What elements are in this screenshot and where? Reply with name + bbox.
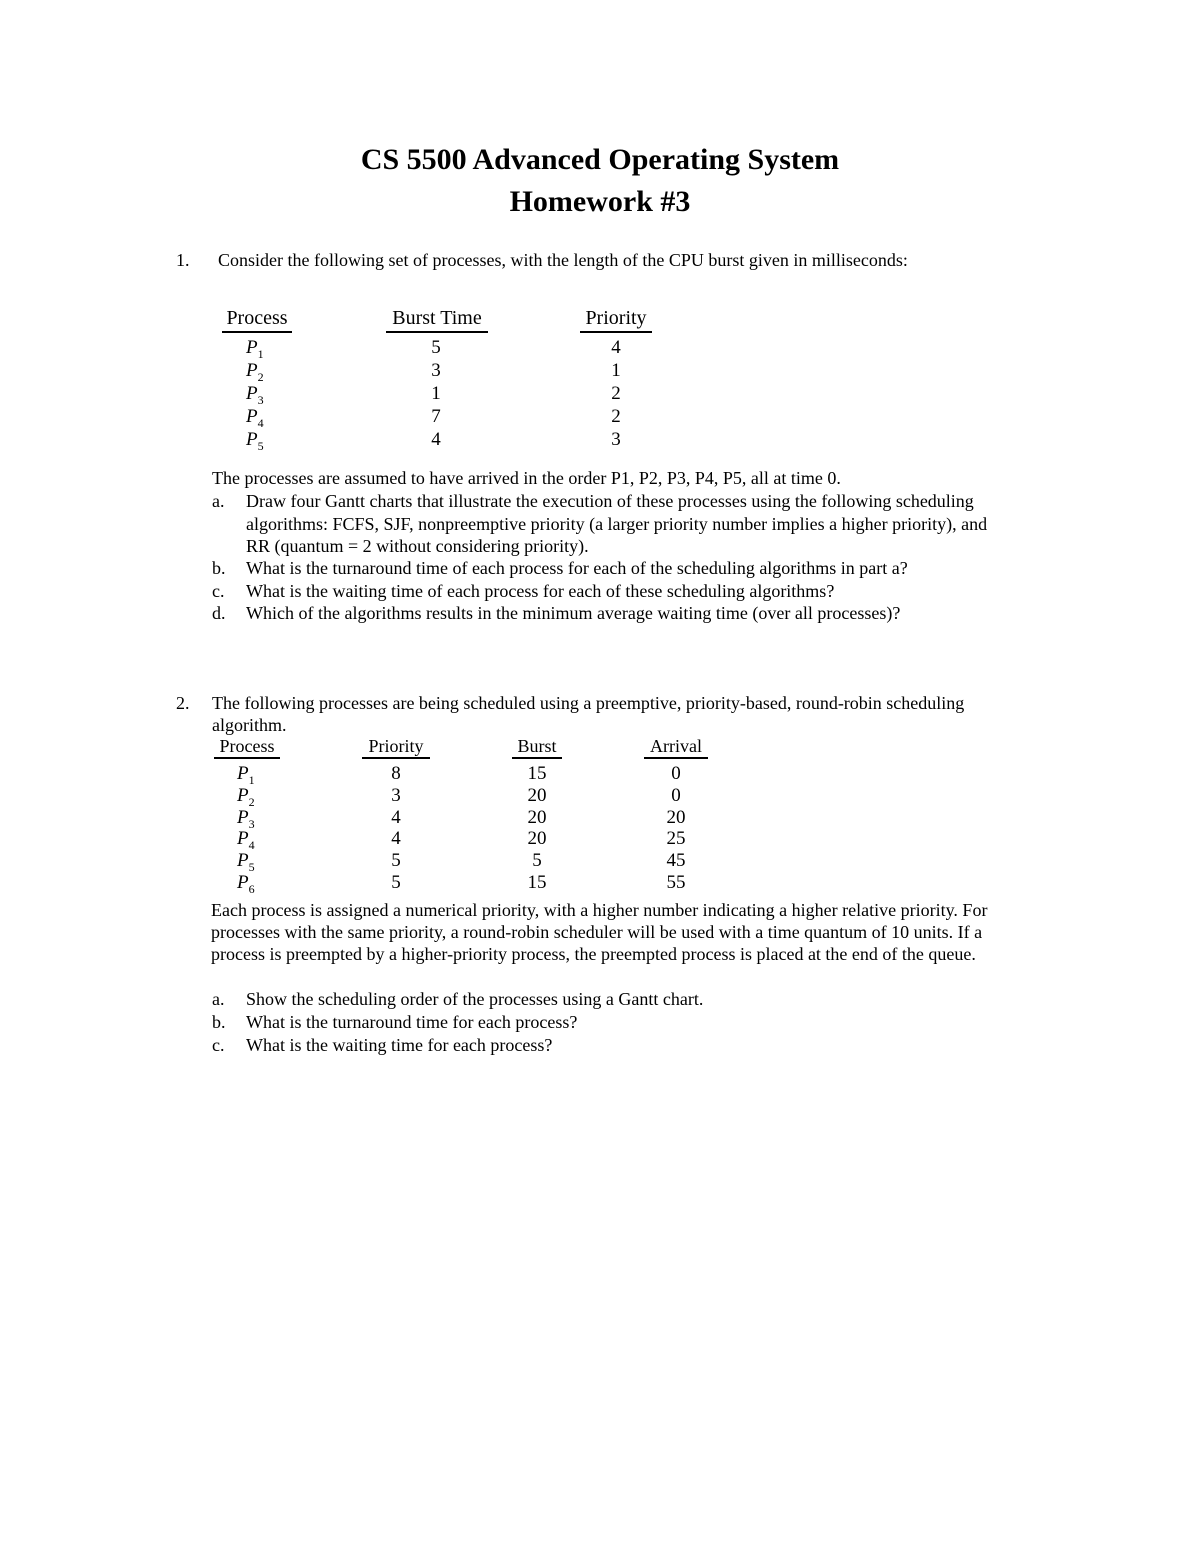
q2-row-priority: 5 (391, 872, 401, 893)
part-text-line: What is the turnaround time of each process for each of the scheduling algorithms in part a? (246, 558, 908, 578)
q1-header-priority: Priority (580, 306, 652, 333)
q2-row-burst: 15 (527, 763, 547, 784)
q2-row-arrival: 0 (671, 763, 681, 784)
q2-row-arrival: 45 (666, 850, 686, 871)
q1-row-priority: 3 (611, 429, 621, 450)
page-title: CS 5500 Advanced Operating System (360, 143, 840, 176)
q1-row-priority: 2 (611, 406, 621, 427)
q2-row-priority: 8 (391, 763, 401, 784)
part-text-line: Which of the algorithms results in the minimum average waiting time (over all processes)? (246, 603, 901, 623)
question-1-number: 1. (176, 250, 190, 270)
q1-row-priority: 1 (611, 360, 621, 381)
q2-row-burst: 20 (527, 828, 547, 849)
q2-header-burst: Burst (512, 736, 562, 759)
q2-row-burst: 20 (527, 785, 547, 806)
part-label: b. (212, 558, 226, 578)
q2-row-priority: 5 (391, 850, 401, 871)
part-text-line: algorithms: FCFS, SJF, nonpreemptive priority (a larger priority number implies a higher priority), and (246, 513, 988, 534)
q2-row-burst: 20 (527, 807, 547, 828)
part-text-line: What is the turnaround time for each process? (246, 1012, 578, 1032)
q2-row-arrival: 20 (666, 807, 686, 828)
q2-row-process: $P_1$ (237, 763, 255, 787)
question-2-number: 2. (176, 693, 190, 713)
q2-header-arrival: Arrival (644, 736, 708, 759)
part-text-line: Draw four Gantt charts that illustrate the execution of these processes using the following scheduling (246, 491, 974, 511)
part-text-line: What is the waiting time of each process for each of these scheduling algorithms? (246, 581, 835, 601)
q1-row-priority: 2 (611, 383, 621, 404)
q1-row-process: $P_1$ (246, 337, 264, 361)
part-label: b. (212, 1012, 226, 1032)
question-2-intro-line: algorithm. (212, 715, 287, 735)
q2-row-process: $P_6$ (237, 872, 255, 896)
q1-header-process: Process (222, 306, 292, 333)
part-label: a. (212, 989, 225, 1009)
question-2-intro-line: The following processes are being scheduled using a preemptive, priority-based, round-robin scheduling (212, 693, 965, 713)
q1-row-priority: 4 (611, 337, 621, 358)
part-label: a. (212, 491, 225, 511)
q1-row-process: $P_3$ (246, 383, 264, 407)
q2-row-arrival: 0 (671, 785, 681, 806)
q2-row-burst: 5 (532, 850, 542, 871)
q1-part-a (212, 490, 1092, 558)
q1-row-burst: 5 (431, 337, 441, 358)
q1-header-burst: Burst Time (386, 306, 488, 333)
q2-part-b (212, 1011, 1092, 1034)
page-subtitle: Homework #3 (509, 185, 691, 218)
q2-description-line: processes with the same priority, a round-robin scheduler will be used with a time quantum of 10 units. If a (211, 922, 983, 942)
part-label: c. (212, 581, 225, 601)
q1-part-b (212, 557, 1092, 580)
q2-row-process: $P_2$ (237, 785, 255, 809)
part-label: c. (212, 1035, 225, 1055)
q2-description-line: process is preempted by a higher-priority process, the preempted process is placed at the end of the queue. (211, 944, 976, 964)
q1-row-burst: 4 (431, 429, 441, 450)
q2-part-a (212, 988, 1092, 1011)
q2-row-priority: 4 (391, 807, 401, 828)
q1-row-process: $P_5$ (246, 429, 264, 453)
question-1-intro: Consider the following set of processes, with the length of the CPU burst given in milliseconds: (218, 250, 908, 270)
q1-row-process: $P_4$ (246, 406, 264, 430)
q1-part-c (212, 580, 1092, 603)
q1-row-burst: 7 (431, 406, 441, 427)
q1-row-burst: 1 (431, 383, 441, 404)
q2-part-c (212, 1034, 1092, 1057)
q1-arrival-note: The processes are assumed to have arrived in the order P1, P2, P3, P4, P5, all at time 0. (212, 468, 841, 488)
q2-description-line: Each process is assigned a numerical priority, with a higher number indicating a higher relative priority. For (211, 900, 988, 920)
q2-header-process: Process (214, 736, 280, 759)
q2-row-burst: 15 (527, 872, 547, 893)
part-text-line: Show the scheduling order of the processes using a Gantt chart. (246, 989, 704, 1009)
part-text-line: RR (quantum = 2 without considering priority). (246, 536, 589, 556)
part-label: d. (212, 603, 226, 623)
q2-row-priority: 3 (391, 785, 401, 806)
part-text-line: What is the waiting time for each process? (246, 1035, 553, 1055)
q2-row-process: $P_3$ (237, 807, 255, 831)
q2-row-arrival: 25 (666, 828, 686, 849)
q1-row-process: $P_2$ (246, 360, 264, 384)
q2-header-priority: Priority (362, 736, 430, 759)
q2-row-priority: 4 (391, 828, 401, 849)
q2-row-arrival: 55 (666, 872, 686, 893)
q2-row-process: $P_5$ (237, 850, 255, 874)
q1-part-d (212, 602, 1092, 625)
q1-row-burst: 3 (431, 360, 441, 381)
q2-row-process: $P_4$ (237, 828, 255, 852)
